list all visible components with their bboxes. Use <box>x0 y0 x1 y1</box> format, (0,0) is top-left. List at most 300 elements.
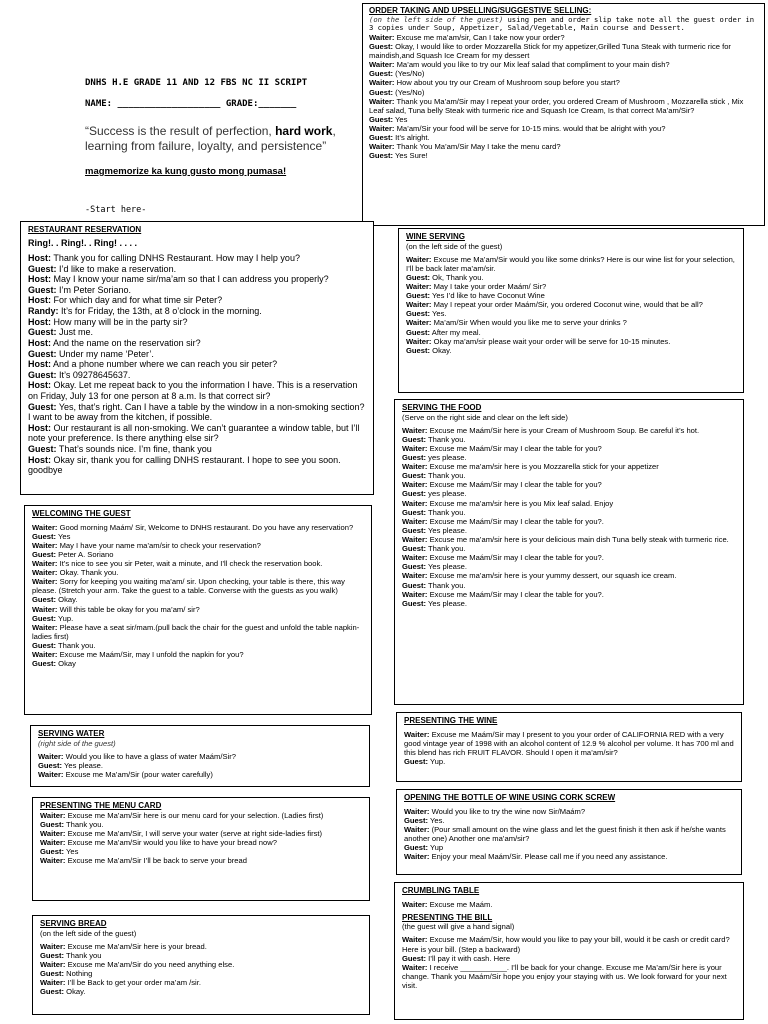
dialogue-line <box>402 517 736 526</box>
speaker-label: Guest: <box>40 819 65 829</box>
dialogue-line <box>369 88 758 97</box>
line-text: Yes, that’s right. Can I have a table by the window in a non-smoking section? I want to be away from the kitchen, if possible. <box>28 401 365 423</box>
script-title: DNHS H.E GRADE 11 AND 12 FBS NC II SCRIPT <box>85 78 308 88</box>
speaker-label: Guest: <box>404 756 429 766</box>
dialogue-line <box>40 951 362 960</box>
dialogue-line <box>32 614 364 623</box>
speaker-label: Waiter: <box>32 604 58 614</box>
dialogue-line <box>406 300 736 309</box>
line-text: It’s alright. <box>393 133 430 143</box>
speaker-label: Guest: <box>32 549 57 559</box>
bill-subtitle: (the guest will give a hand signal) <box>402 922 515 932</box>
line-text: Thank you. <box>426 434 466 444</box>
speaker-label: Waiter: <box>40 837 66 847</box>
section-subtitle: (on the left side of the guest) <box>40 928 137 938</box>
speaker-label: Waiter: <box>402 443 428 453</box>
dialogue-line <box>404 852 734 861</box>
line-text: Excuse me Ma’am/Sir do you need anything else. <box>65 959 235 969</box>
dialogue-line <box>28 274 366 285</box>
speaker-label: Waiter: <box>369 96 395 106</box>
line-text: Yes. <box>430 309 447 319</box>
dialogue-lines <box>402 426 736 608</box>
line-text: (Pour small amount on the wine glass and let the guest finish it then ask if he/she wants another one) Another one ma’am/sir? <box>404 824 726 843</box>
speaker-label: Waiter: <box>32 568 58 578</box>
bill-title: PRESENTING THE BILL <box>402 912 493 922</box>
speaker-label: Waiter: <box>402 462 428 472</box>
speaker-label: Waiter: <box>402 425 428 435</box>
dialogue-line <box>28 444 366 455</box>
speaker-label: Waiter: <box>406 318 432 328</box>
line-text: Excuse me Ma’am/Sir (pour water carefully) <box>63 769 213 779</box>
dialogue-lines <box>28 253 366 476</box>
dialogue-line <box>40 856 362 865</box>
speaker-label: Guest: <box>32 613 57 623</box>
line-text: yes please. <box>426 489 467 499</box>
dialogue-lines <box>404 730 734 766</box>
dialogue-line <box>369 97 758 115</box>
dialogue-line <box>369 78 758 87</box>
speaker-label: Waiter: <box>40 978 66 988</box>
speaker-label: Guest: <box>402 953 427 963</box>
section-title: SERVING BREAD <box>40 919 107 928</box>
dialogue-line <box>402 590 736 599</box>
dialogue-line <box>402 535 736 544</box>
dialogue-line <box>32 550 364 559</box>
speaker-label: Guest: <box>406 327 431 337</box>
line-text: Would you like to try the wine now Sir/Maám? <box>429 806 586 816</box>
speaker-label: Guest: <box>369 114 394 124</box>
speaker-label: Guest: <box>402 525 427 535</box>
dialogue-line <box>402 426 736 435</box>
section-title: SERVING THE FOOD <box>402 403 482 412</box>
speaker-label: Waiter: <box>32 650 58 660</box>
speaker-label: Waiter: <box>32 577 58 587</box>
dialogue-line <box>38 770 362 779</box>
dialogue-line <box>369 60 758 69</box>
dialogue-line <box>28 402 366 423</box>
speaker-label: Guest: <box>40 969 65 979</box>
line-text: Okay, I would like to order Mozzarella Stick for my appetizer,Grilled Tuna Steak with turmeric rice for maindish,and Squash Ice Cream for my dessert <box>369 41 731 61</box>
speaker-label: Host: <box>28 380 51 391</box>
line-text: Nothing <box>64 969 93 979</box>
speaker-label: Guest: <box>28 327 57 338</box>
speaker-label: Guest: <box>28 348 57 359</box>
line-text: Thank you. <box>426 580 466 590</box>
dialogue-line <box>406 318 736 327</box>
dialogue-line <box>406 255 736 273</box>
speaker-label: Guest: <box>369 69 394 79</box>
speaker-label: Waiter: <box>404 824 430 834</box>
dialogue-line <box>404 730 734 757</box>
dialogue-line <box>402 489 736 498</box>
line-text: Excuse me ma’am/sir here is you Mozzarella stick for your appetizer <box>427 462 659 472</box>
dialogue-line <box>28 306 366 317</box>
speaker-label: Host: <box>28 295 51 306</box>
line-text: Yes. <box>428 815 445 825</box>
section-title: WINE SERVING <box>406 232 465 241</box>
section-subtitle: (right side of the guest) <box>38 738 116 748</box>
dialogue-line <box>406 291 736 300</box>
dialogue-line <box>32 641 364 650</box>
line-text: Excuse me Maám/Sir here is your Cream of Mushroom Soup. Be careful it’s hot. <box>427 425 700 435</box>
bill-dialogue-lines <box>402 935 736 990</box>
speaker-label: Guest: <box>32 531 57 541</box>
line-text: Please have a seat sir/mam.(pull back the chair for the guest and unfold the table napkin-ladies first) <box>32 622 360 641</box>
line-text: It’s 09278645637. <box>56 369 131 380</box>
line-text: I’ll be Back to get your order ma’am /sir. <box>65 978 201 988</box>
line-text: That’s sounds nice. I’m fine, thank you <box>56 444 212 455</box>
line-text: yes please. <box>426 453 467 463</box>
dialogue-line <box>28 253 366 264</box>
line-text: Okay. Thank you. <box>57 568 119 578</box>
line-text: Okay ma’am/sir please wait your order will be serve for 10-15 minutes. <box>431 336 671 346</box>
line-text: Thank you <box>64 950 102 960</box>
speaker-label: Waiter: <box>32 540 58 550</box>
speaker-label: Waiter: <box>369 60 395 70</box>
dialogue-line <box>32 623 364 641</box>
speaker-label: Waiter: <box>402 553 428 563</box>
section-intro: (on the left side of the guest) using pen and order slip take note all the guest order in 3 copies under Soup, Appetizer, Salad/Vegetable, Main course and Dessert. <box>369 14 755 33</box>
section-title: PRESENTING THE WINE <box>404 716 498 725</box>
dialogue-line <box>369 42 758 60</box>
line-text: Thank you. <box>64 819 104 829</box>
dialogue-line <box>369 33 758 42</box>
line-text: Excuse me Ma’am/Sir I’ll be back to serve your bread <box>65 856 247 866</box>
line-text: Thank you. <box>56 641 96 651</box>
dialogue-lines <box>406 255 736 355</box>
line-text: Yes <box>64 847 79 857</box>
speaker-label: Guest: <box>406 345 431 355</box>
dialogue-line <box>402 935 736 953</box>
dialogue-line <box>404 816 734 825</box>
line-text: May I take your order Maám/ Sir? <box>431 282 547 292</box>
speaker-label: Host: <box>28 253 51 264</box>
welcoming-section <box>24 505 372 715</box>
speaker-label: Guest: <box>28 401 57 412</box>
speaker-label: Waiter: <box>404 806 430 816</box>
ring-text: Ring!. . Ring!. . Ring! . . . . <box>28 238 137 249</box>
quote-prefix: “Success is the result of perfection, <box>85 123 276 138</box>
dialogue-line <box>38 761 362 770</box>
speaker-label: Waiter: <box>402 516 428 526</box>
speaker-label: Guest: <box>402 598 427 608</box>
line-text: Under my name ‘Peter’. <box>56 348 154 359</box>
dialogue-line <box>28 327 366 338</box>
dialogue-line <box>402 508 736 517</box>
line-text: Sorry for keeping you waiting ma’am/ sir. Upon checking, your table is there, this way please. (Stretch your arm. Take the guest to a table. Converse with the guests as you walk) <box>32 577 345 596</box>
dialogue-line <box>28 359 366 370</box>
line-text: Excuse me Ma’am/Sir would you like to have your bread now? <box>65 837 277 847</box>
speaker-label: Guest: <box>402 544 427 554</box>
line-text: Excuse me Maám/Sir may I clear the table for you?. <box>427 589 604 599</box>
speaker-label: Waiter: <box>402 962 428 972</box>
line-text: Yes please. <box>426 598 468 608</box>
line-text: Ma’am/Sir your food will be serve for 10-15 mins. would that be alright with you? <box>394 123 666 133</box>
line-text: Excuse me Maám/Sir, may I unfold the napkin for you? <box>57 650 244 660</box>
dialogue-line <box>40 820 362 829</box>
speaker-label: Waiter: <box>402 571 428 581</box>
dialogue-lines <box>38 752 362 779</box>
line-text: It’s for Friday, the 13th, at 8 o’clock in the morning. <box>58 306 262 317</box>
speaker-label: Waiter: <box>32 522 58 532</box>
speaker-label: Waiter: <box>369 123 395 133</box>
section-title: OPENING THE BOTTLE OF WINE USING CORK SCREW <box>404 793 616 802</box>
line-text: Excuse me Maám/Sir may I clear the table for you?. <box>427 553 604 563</box>
line-text: Okay. Let me repeat back to you the information I have. This is a reservation on Friday, July 13 for one person at 8 a.m. Is that correct sir? <box>28 380 358 401</box>
dialogue-line <box>28 423 366 444</box>
line-text: Ma’am/Sir When would you like me to serve your drinks ? <box>431 318 627 328</box>
line-text: How about you try our Cream of Mushroom soup before you start? <box>394 78 620 88</box>
speaker-label: Guest: <box>402 507 427 517</box>
line-text: Excuse me ma’am/sir, Can I take now your order? <box>394 32 565 42</box>
dialogue-line <box>40 942 362 951</box>
speaker-label: Guest: <box>369 133 394 143</box>
line-text: Just me. <box>56 327 94 338</box>
line-text: Yes <box>393 114 408 124</box>
line-text: Excuse me Maám/Sir may I clear the table for you?. <box>427 516 604 526</box>
line-text: Okay sir, thank you for calling DNHS restaurant. I hope to see you soon. goodbye <box>28 454 341 476</box>
dialogue-line <box>369 142 758 151</box>
dialogue-line <box>32 595 364 604</box>
dialogue-line <box>402 581 736 590</box>
speaker-label: Guest: <box>40 847 65 857</box>
speaker-label: Waiter: <box>402 935 428 945</box>
speaker-label: Waiter: <box>40 810 66 820</box>
line-text: Yes please. <box>426 525 468 535</box>
order-taking-section <box>362 3 765 226</box>
dialogue-line <box>404 757 734 766</box>
section-subtitle: (on the left side of the guest) <box>406 241 503 251</box>
dialogue-line <box>40 969 362 978</box>
dialogue-lines <box>369 33 758 161</box>
dialogue-line <box>406 282 736 291</box>
speaker-label: Waiter: <box>38 769 64 779</box>
line-text: Excuse me ma’am/sir here is you Mix leaf salad. Enjoy <box>427 498 614 508</box>
speaker-label: Guest: <box>406 291 431 301</box>
dialogue-line <box>402 544 736 553</box>
dialogue-line <box>406 273 736 282</box>
dialogue-line <box>32 523 364 532</box>
speaker-label: Waiter: <box>402 535 428 545</box>
line-text: I receive ___________. I’ll be back for your change. Excuse me Ma’am/Sir here is your change. Thank you Maám/Sir hope you enjoy your staying with us. We look forward for your next visit. <box>402 962 727 990</box>
dialogue-line <box>402 462 736 471</box>
name-grade-line: NAME: ___________________ GRADE:_______ <box>85 98 297 109</box>
dialogue-line <box>28 370 366 381</box>
section-title: WELCOMING THE GUEST <box>32 509 131 518</box>
speaker-label: Waiter: <box>369 142 395 152</box>
speaker-label: Guest: <box>402 580 427 590</box>
line-text: Excuse me Ma’am/Sir here is our menu card for your selection. (Ladies first) <box>65 810 324 820</box>
dialogue-line <box>406 328 736 337</box>
line-text: Okay. <box>430 345 452 355</box>
title-block <box>85 78 365 215</box>
line-text: Ma’am would you like to try our Mix leaf salad that compliment to your main dish? <box>394 60 670 70</box>
dialogue-line <box>402 499 736 508</box>
dialogue-line <box>32 605 364 614</box>
speaker-label: Guest: <box>40 950 65 960</box>
serving-water-section <box>30 725 370 787</box>
speaker-label: Guest: <box>406 309 431 319</box>
line-text: May I know your name sir/ma’am so that I can address you properly? <box>51 274 329 285</box>
section-title: ORDER TAKING AND UPSELLING/SUGGESTIVE SELLING: <box>369 6 592 15</box>
line-text: Excuse me Maám/Sir may I clear the table for you? <box>427 480 602 490</box>
speaker-label: Guest: <box>404 815 429 825</box>
dialogue-line <box>404 807 734 816</box>
speaker-label: Waiter: <box>369 32 395 42</box>
dialogue-line <box>402 562 736 571</box>
dialogue-line <box>369 124 758 133</box>
line-text: Excuse me Ma’am/Sir would you like some drinks? Here is our wine list for your selection, I’ll be back later ma’am/sir. <box>406 254 735 273</box>
dialogue-line <box>404 843 734 852</box>
speaker-label: Guest: <box>369 151 394 161</box>
speaker-label: Host: <box>28 316 51 327</box>
dialogue-lines <box>40 811 362 866</box>
line-text: Okay. <box>56 595 78 605</box>
line-text: Yes please. <box>62 760 104 770</box>
speaker-label: Host: <box>28 422 51 433</box>
speaker-label: Guest: <box>28 369 57 380</box>
dialogue-line <box>402 599 736 608</box>
menu-card-section <box>32 797 370 901</box>
serving-food-section <box>394 399 744 705</box>
line-text: May I repeat your order Maám/Sir, you ordered Coconut wine, would that be all? <box>431 300 703 310</box>
line-text: I’m Peter Soriano. <box>56 284 132 295</box>
line-text: Thank you. <box>426 471 466 481</box>
dialogue-line <box>28 317 366 328</box>
speaker-label: Waiter: <box>402 899 428 909</box>
line-text: Excuse me Maám/Sir may I present to you your order of CALIFORNIA RED with a very good vintage year of 1998 with an alcohol content of 12.9 % alcohol per volume. It has 700 ml and this blend has rich FRUIT FLAVOR. Should I open it ma’am/sir? <box>404 729 734 757</box>
line-text: Thank you. <box>426 544 466 554</box>
speaker-label: Waiter: <box>402 589 428 599</box>
speaker-label: Guest: <box>402 471 427 481</box>
line-text: Yes <box>56 531 71 541</box>
line-text: And the name on the reservation sir? <box>51 337 201 348</box>
speaker-label: Guest: <box>28 284 57 295</box>
speaker-label: Guest: <box>28 444 57 455</box>
line-text: Yes I’d like to have Coconut Wine <box>430 291 545 301</box>
quote-bold: hard work <box>275 123 333 138</box>
speaker-label: Waiter: <box>406 254 432 264</box>
line-text: I’d like to make a reservation. <box>56 263 177 274</box>
dialogue-line <box>32 577 364 595</box>
start-marker: -Start here- <box>85 204 147 215</box>
speaker-label: Host: <box>28 359 51 370</box>
speaker-label: Waiter: <box>40 941 66 951</box>
dialogue-line <box>402 954 736 963</box>
line-text: Excuse me Maám. <box>427 899 493 909</box>
line-text: Okay <box>56 659 76 669</box>
dialogue-line <box>402 900 736 909</box>
speaker-label: Guest: <box>404 843 429 853</box>
dialogue-line <box>369 151 758 160</box>
quote <box>85 124 365 154</box>
line-text: Excuse me ma’am/sir here is your yummy dessert, our squash ice cream. <box>427 571 677 581</box>
dialogue-line <box>32 532 364 541</box>
line-text: Yes Sure! <box>393 151 428 161</box>
dialogue-line <box>406 346 736 355</box>
speaker-label: Guest: <box>38 760 63 770</box>
speaker-label: Waiter: <box>406 282 432 292</box>
line-text: Our restaurant is all non-smoking. We can’t guarantee a window table, but I’ll note your preference. Is there anything else sir? <box>28 422 360 444</box>
line-text: After my meal. <box>430 327 481 337</box>
dialogue-line <box>402 480 736 489</box>
speaker-label: Host: <box>28 454 51 465</box>
dialogue-line <box>402 471 736 480</box>
dialogue-lines <box>402 900 736 909</box>
line-text: Would you like to have a glass of water Maám/Sir? <box>63 751 236 761</box>
dialogue-line <box>402 553 736 562</box>
dialogue-line <box>32 568 364 577</box>
speaker-label: Waiter: <box>406 336 432 346</box>
dialogue-line <box>32 541 364 550</box>
speaker-label: Waiter: <box>38 751 64 761</box>
dialogue-line <box>38 752 362 761</box>
speaker-label: Guest: <box>369 87 394 97</box>
dialogue-line <box>40 829 362 838</box>
crumbling-bill-section <box>394 882 744 1020</box>
section-title: SERVING WATER <box>38 729 105 738</box>
dialogue-line <box>32 559 364 568</box>
dialogue-line <box>40 978 362 987</box>
line-text: How many will be in the party sir? <box>51 316 188 327</box>
dialogue-line <box>40 838 362 847</box>
dialogue-line <box>40 987 362 996</box>
speaker-label: Guest: <box>40 987 65 997</box>
dialogue-line <box>40 960 362 969</box>
wine-serving-section <box>398 228 744 393</box>
line-text: Excuse me Ma’am/Sir here is your bread. <box>65 941 207 951</box>
line-text: Okay. <box>64 987 86 997</box>
dialogue-line <box>404 825 734 843</box>
speaker-label: Waiter: <box>32 559 58 569</box>
cork-screw-section <box>396 789 742 875</box>
quote-suffix: , learning from failure, loyalty, and persistence” <box>85 123 336 153</box>
line-text: Thank you for calling DNHS Restaurant. How may I help you? <box>51 253 300 264</box>
line-text: Enjoy your meal Maám/Sir. Please call me if you need any assistance. <box>429 852 668 862</box>
dialogue-line <box>40 847 362 856</box>
speaker-label: Guest: <box>28 263 57 274</box>
presenting-wine-section <box>396 712 742 782</box>
line-text: Yup. <box>56 613 74 623</box>
line-text: Good morning Maám/ Sir, Welcome to DNHS restaurant. Do you have any reservation? <box>57 522 354 532</box>
line-text: (Yes/No) <box>393 87 425 97</box>
speaker-label: Guest: <box>402 562 427 572</box>
section-title: RESTAURANT RESERVATION <box>28 225 142 234</box>
speaker-label: Waiter: <box>369 78 395 88</box>
dialogue-line <box>28 349 366 360</box>
speaker-label: Guest: <box>32 595 57 605</box>
dialogue-line <box>32 650 364 659</box>
speaker-label: Guest: <box>402 453 427 463</box>
speaker-label: Waiter: <box>40 828 66 838</box>
dialogue-line <box>402 444 736 453</box>
line-text: Yup. <box>428 756 446 766</box>
dialogue-line <box>28 338 366 349</box>
dialogue-line <box>28 285 366 296</box>
line-text: I’ll pay it with cash. Here <box>426 953 511 963</box>
line-text: Yes please. <box>426 562 468 572</box>
line-text: It’s nice to see you sir Peter, wait a minute, and I’ll check the reservation book. <box>57 559 323 569</box>
line-text: Ok, Thank you. <box>430 272 484 282</box>
dialogue-line <box>402 526 736 535</box>
line-text: Thank you Ma’am/Sir may I repeat your order, you ordered Cream of Mushroom , Mozzarella stick , Mix Leaf salad, Tuna belly Steak with turmeric rice and Squash Ice Cream, Is that correct Ma’am/Sir? <box>369 96 744 115</box>
dialogue-line <box>369 115 758 124</box>
dialogue-lines <box>40 942 362 997</box>
dialogue-line <box>28 295 366 306</box>
section-subtitle: (Serve on the right side and clear on the left side) <box>402 412 568 422</box>
dialogue-line <box>406 337 736 346</box>
speaker-label: Guest: <box>402 434 427 444</box>
